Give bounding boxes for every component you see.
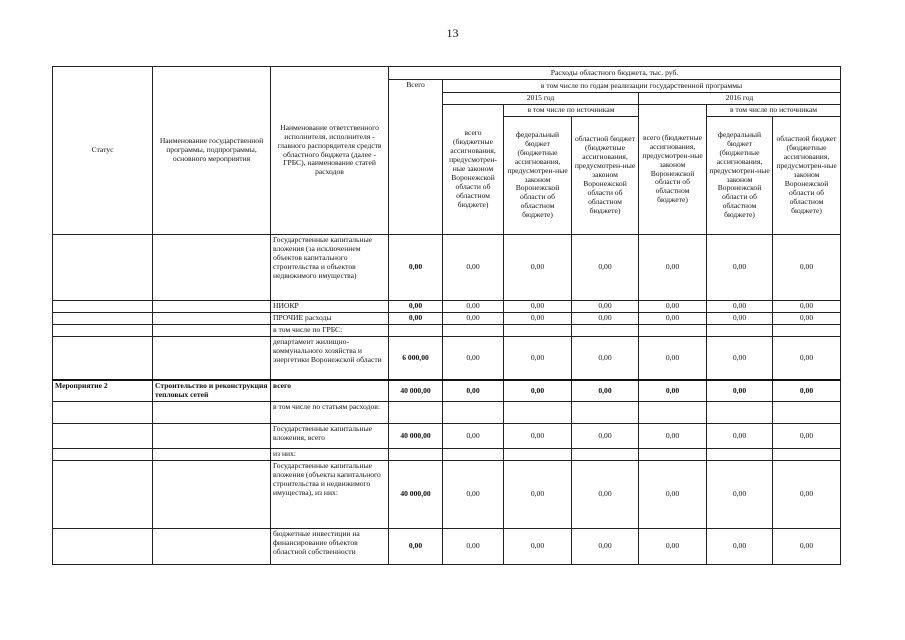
row-value <box>504 402 572 424</box>
budget-table <box>52 66 841 565</box>
row-value: 0,00 <box>504 529 572 565</box>
table-row <box>53 324 841 336</box>
row-value: 0,00 <box>443 380 504 401</box>
row-value <box>639 449 707 461</box>
row-value: 0,00 <box>504 424 572 449</box>
row-value <box>443 324 504 336</box>
row-value: 0,00 <box>773 336 841 380</box>
row-item: НИОКР <box>271 301 389 313</box>
row-value: 0,00 <box>773 461 841 529</box>
row-item: бюджетные инвестиции на финансирование объектов областной собственности <box>271 529 389 565</box>
row-name <box>153 336 271 380</box>
row-value <box>773 324 841 336</box>
row-value <box>639 402 707 424</box>
row-value: 0,00 <box>389 529 443 565</box>
row-name: Строительство и реконструкция тепловых сетей <box>153 380 271 401</box>
row-value: 0,00 <box>504 336 572 380</box>
row-value: 0,00 <box>707 529 773 565</box>
row-item: Государственные капитальные вложения (объекты капитального строительства и недвижимого имущества), из них: <box>271 461 389 529</box>
header-year-2016: 2016 год <box>639 93 841 105</box>
table-row <box>53 380 841 401</box>
table-row <box>53 461 841 529</box>
header-2016-all: всего (бюджетные ассигнования, предусмотрен-ные законом Воронежской области об областном бюджете) <box>639 105 707 235</box>
row-value: 0,00 <box>389 235 443 301</box>
row-value <box>572 402 639 424</box>
row-value <box>389 324 443 336</box>
table-row <box>53 336 841 380</box>
row-value: 0,00 <box>443 424 504 449</box>
row-value: 0,00 <box>773 301 841 313</box>
header-2015-regional: областной бюджет (бюджетные ассигнования, предусмотрен-ные законом Воронежской области об областном бюджете) <box>572 117 639 235</box>
table-row <box>53 301 841 313</box>
row-value: 0,00 <box>773 235 841 301</box>
row-value: 0,00 <box>572 312 639 324</box>
row-item: всего <box>271 380 389 401</box>
row-value: 0,00 <box>443 312 504 324</box>
row-value: 0,00 <box>773 529 841 565</box>
row-value: 0,00 <box>389 301 443 313</box>
row-item: в том числе по статьям расходов: <box>271 402 389 424</box>
table-row <box>53 449 841 461</box>
row-status <box>53 424 153 449</box>
row-value: 0,00 <box>639 529 707 565</box>
row-name <box>153 324 271 336</box>
table-row <box>53 529 841 565</box>
row-value <box>443 449 504 461</box>
row-value: 0,00 <box>639 301 707 313</box>
header-2016-regional: областной бюджет (бюджетные ассигнования, предусмотрен-ные законом Воронежской области об областном бюджете) <box>773 117 841 235</box>
row-status <box>53 449 153 461</box>
row-value: 0,00 <box>572 380 639 401</box>
row-value: 0,00 <box>773 380 841 401</box>
row-value: 0,00 <box>572 235 639 301</box>
row-value: 0,00 <box>707 235 773 301</box>
row-value <box>773 402 841 424</box>
header-2015-federal: федеральный бюджет (бюджетные ассигнования, предусмотрен-ные законом Воронежской области об областном бюджете) <box>504 117 572 235</box>
row-name <box>153 301 271 313</box>
row-value: 0,00 <box>639 380 707 401</box>
row-value: 0,00 <box>443 336 504 380</box>
row-name <box>153 449 271 461</box>
row-status <box>53 529 153 565</box>
row-status <box>53 312 153 324</box>
header-2016-federal: федеральный бюджет (бюджетные ассигнования, предусмотрен-ные законом Воронежской области об областном бюджете) <box>707 117 773 235</box>
row-item: Государственные капитальные вложения (за исключением объектов капитального строительства и объектов недвижимого имущества) <box>271 235 389 301</box>
row-value <box>572 324 639 336</box>
row-value <box>443 402 504 424</box>
header-2016-by-sources: в том числе по источникам <box>707 105 841 117</box>
row-value: 40 000,00 <box>389 461 443 529</box>
header-status: Статус <box>53 67 153 235</box>
row-value: 0,00 <box>504 461 572 529</box>
row-value: 0,00 <box>707 336 773 380</box>
row-value <box>707 324 773 336</box>
row-value <box>389 449 443 461</box>
row-value: 0,00 <box>572 301 639 313</box>
row-status <box>53 301 153 313</box>
row-value <box>504 324 572 336</box>
row-item: в том числе по ГРБС: <box>271 324 389 336</box>
row-name <box>153 529 271 565</box>
row-value: 0,00 <box>707 301 773 313</box>
row-value: 0,00 <box>639 461 707 529</box>
row-value: 0,00 <box>504 235 572 301</box>
header-by-years: в том числе по годам реализации государственной программы <box>443 80 841 93</box>
row-item: ПРОЧИЕ расходы <box>271 312 389 324</box>
row-value: 0,00 <box>639 312 707 324</box>
row-value <box>707 449 773 461</box>
header-executor: Наименование ответственного исполнителя, исполнителя - главного распорядителя средств областного бюджета (далее - ГРБС), наименование статей расходов <box>271 67 389 235</box>
row-value: 0,00 <box>504 312 572 324</box>
row-value <box>572 449 639 461</box>
row-value: 0,00 <box>707 424 773 449</box>
header-total: Всего <box>389 80 443 235</box>
row-value: 40 000,00 <box>389 380 443 401</box>
row-value <box>389 402 443 424</box>
header-name: Наименование государственной программы, подпрограммы, основного мероприятия <box>153 67 271 235</box>
header-expenses: Расходы областного бюджета, тыс. руб. <box>389 67 841 80</box>
row-value: 0,00 <box>707 380 773 401</box>
row-status: Мероприятие 2 <box>53 380 153 401</box>
row-name <box>153 235 271 301</box>
row-name <box>153 402 271 424</box>
page-number: 13 <box>446 26 459 40</box>
table-row <box>53 424 841 449</box>
row-value: 0,00 <box>389 312 443 324</box>
row-item: департамент жилищно-коммунального хозяйства и энергетики Воронежской области <box>271 336 389 380</box>
row-value: 6 000,00 <box>389 336 443 380</box>
row-value: 0,00 <box>572 461 639 529</box>
row-item: из них: <box>271 449 389 461</box>
row-value: 0,00 <box>443 301 504 313</box>
table-row <box>53 235 841 301</box>
row-value: 0,00 <box>572 336 639 380</box>
row-name <box>153 461 271 529</box>
row-value: 0,00 <box>639 235 707 301</box>
table-header <box>53 67 841 235</box>
row-value: 0,00 <box>443 529 504 565</box>
row-value: 0,00 <box>504 380 572 401</box>
table-row <box>53 402 841 424</box>
row-item: Государственные капитальные вложения, всего <box>271 424 389 449</box>
row-status <box>53 324 153 336</box>
row-value: 0,00 <box>773 424 841 449</box>
header-2015-all: всего (бюджетные ассигнования, предусмотрен-ные законом Воронежской области об областном бюджете) <box>443 105 504 235</box>
table-body <box>53 235 841 565</box>
table-row <box>53 312 841 324</box>
header-year-2015: 2015 год <box>443 93 639 105</box>
row-value <box>773 449 841 461</box>
row-value <box>504 449 572 461</box>
row-value <box>639 324 707 336</box>
row-value: 0,00 <box>572 424 639 449</box>
row-name <box>153 312 271 324</box>
row-value <box>707 402 773 424</box>
row-status <box>53 461 153 529</box>
header-2015-by-sources: в том числе по источникам <box>504 105 639 117</box>
row-status <box>53 235 153 301</box>
row-status <box>53 336 153 380</box>
row-status <box>53 402 153 424</box>
row-value: 0,00 <box>707 312 773 324</box>
row-value: 0,00 <box>773 312 841 324</box>
row-value: 0,00 <box>504 301 572 313</box>
row-value: 0,00 <box>707 461 773 529</box>
row-value: 0,00 <box>639 424 707 449</box>
row-value: 0,00 <box>443 461 504 529</box>
row-value: 0,00 <box>572 529 639 565</box>
row-name <box>153 424 271 449</box>
row-value: 0,00 <box>443 235 504 301</box>
row-value: 40 000,00 <box>389 424 443 449</box>
row-value: 0,00 <box>639 336 707 380</box>
